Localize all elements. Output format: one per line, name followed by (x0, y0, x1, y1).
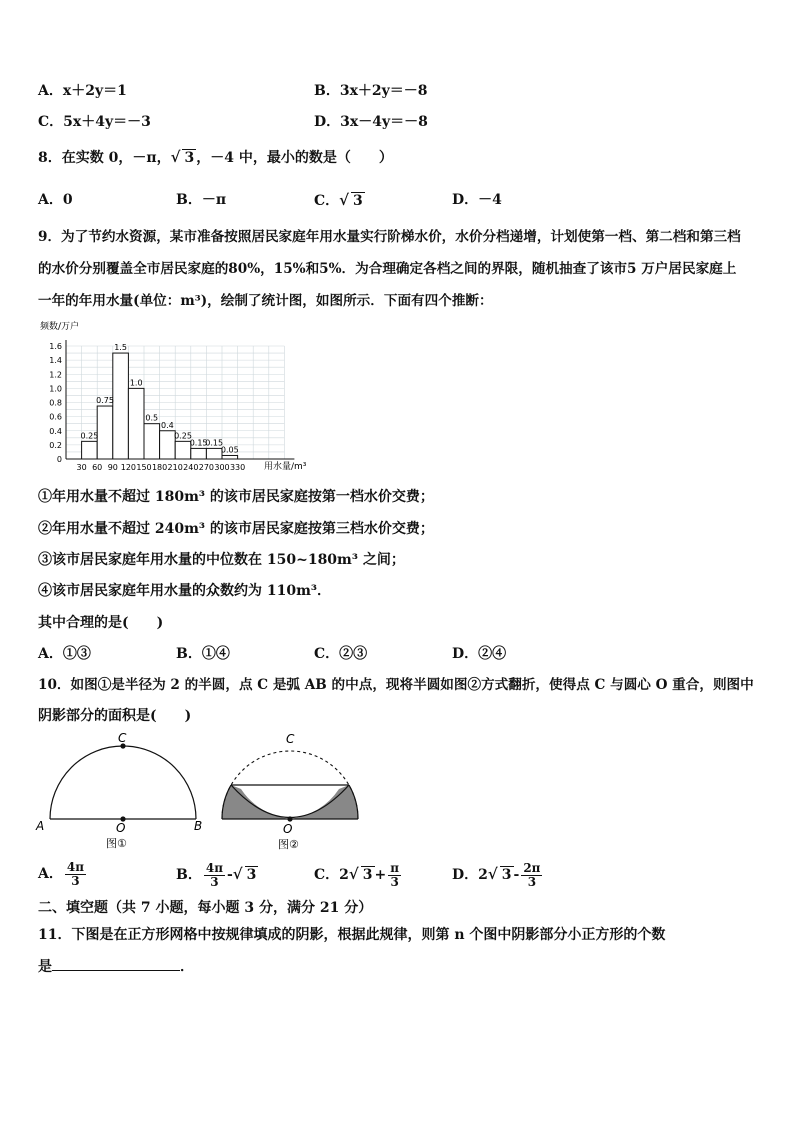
q9-statement-2: ②年用水量不超过 240m³ 的该市居民家庭按第三档水价交费； (38, 521, 434, 537)
y-tick-label: 1.4 (49, 356, 62, 366)
x-tick-label: 210 (167, 463, 183, 472)
y-tick-label: 0.2 (49, 440, 62, 450)
bar-value-label: 0.75 (96, 396, 114, 406)
q9-statement-4: ④该市居民家庭年用水量的众数约为 110m³． (38, 583, 332, 599)
histogram-bar (144, 424, 160, 459)
q9-statement-3: ③该市居民家庭年用水量的中位数在 150~180m³ 之间； (38, 552, 405, 568)
label-c: C (286, 732, 295, 746)
figure-2-caption: 图② (278, 838, 299, 851)
q9-line-2: 的水价分别覆盖全市居民家庭的80%，15%和5%．为合理确定各档之间的界限，随机抽查了该市5 万户居民家庭上 (38, 261, 737, 277)
shaded-region-right (290, 785, 358, 819)
q9-line-3: 一年的年用水量(单位：m³)，绘制了统计图，如图所示．下面有四个推断： (38, 293, 493, 309)
q7-option-b: B．3x＋2y＝－8 (314, 83, 428, 99)
q10-option-d: D．2√ 3 - $\frac{2\pi}{3}$ (452, 860, 541, 889)
q9-question: 其中合理的是( ) (38, 615, 164, 631)
q11-line-1: 11．下图是在正方形网格中按规律填成的阴影，根据此规律，则第 n 个图中阴影部分小正方形的个数 (38, 927, 666, 943)
y-tick-label: 0 (56, 455, 62, 464)
histogram-bar (191, 448, 207, 459)
bar-value-label: 0.05 (220, 445, 239, 455)
x-tick-label: 30 (76, 463, 87, 472)
y-tick-label: 1.0 (49, 384, 62, 394)
x-tick-label: 150 (136, 463, 152, 472)
q9-option-c: C．②③ (314, 646, 368, 662)
histogram-bar (206, 448, 222, 459)
x-tick-label: 240 (183, 463, 199, 472)
bar-value-label: 0.4 (161, 420, 174, 430)
y-tick-label: 1.2 (49, 370, 62, 380)
q7-option-d: D．3x－4y＝－8 (314, 114, 428, 130)
q11-line-2: 是 ． (38, 956, 194, 977)
histogram-bar (82, 441, 98, 459)
q10-line-2: 阴影部分的面积是( ) (38, 708, 192, 724)
histogram-bar (128, 388, 144, 459)
q8-stem: 8．在实数 0，－π，√ 3 ，－4 中，最小的数是（ ） (38, 148, 393, 166)
y-tick-label: 0.8 (49, 398, 62, 408)
x-tick-label: 270 (198, 463, 215, 472)
label-o: O (283, 822, 293, 836)
point-o (287, 816, 292, 821)
y-tick-label: 0.4 (49, 426, 62, 436)
answer-blank[interactable] (52, 956, 180, 971)
shaded-region-left (222, 785, 290, 819)
x-tick-label: 180 (151, 463, 168, 472)
x-tick-label: 90 (107, 463, 118, 472)
q9-line-1: 9．为了节约水资源，某市准备按照居民家庭年用水量实行阶梯水价，水价分档递增，计划使第一档、第二档和第三档 (38, 229, 741, 245)
q8-option-b: B．－π (176, 192, 227, 208)
bar-value-label: 0.15 (189, 438, 208, 448)
semicircle-figure-1 (34, 730, 214, 850)
arc-ab (50, 746, 196, 819)
label-b: B (194, 819, 203, 833)
histogram-bar (222, 455, 238, 459)
folded-semicircle-figure-2 (216, 730, 376, 852)
bar-value-label: 0.25 (174, 431, 192, 441)
q9-option-b: B．①④ (176, 646, 230, 662)
q8-option-d: D．－4 (452, 192, 502, 208)
bar-value-label: 0.15 (205, 438, 224, 448)
y-axis-label: 频数/万户 (40, 322, 80, 332)
q9-option-d: D．②④ (452, 646, 507, 662)
histogram-bar (175, 441, 191, 459)
q9-statement-1: ①年用水量不超过 180m³ 的该市居民家庭按第一档水价交费； (38, 489, 434, 505)
q8-option-c: C．√ 3 (314, 191, 363, 209)
q10-option-c: C．2√ 3 + $\frac{\pi}{3}$ (314, 860, 400, 889)
q7-option-c: C．5x＋4y＝－3 (38, 114, 151, 130)
histogram-bar (113, 353, 129, 459)
bar-value-label: 1.0 (129, 378, 143, 388)
histogram-bar (160, 431, 176, 459)
q10-option-a: A． $\frac{4\pi}{3}$ (38, 859, 85, 888)
x-tick-label: 300 (214, 463, 230, 472)
y-tick-label: 0.6 (49, 412, 62, 422)
bar-value-label: 0.25 (80, 431, 99, 441)
x-axis-label: 用水量/m³ (264, 462, 307, 472)
q10-line-1: 10．如图①是半径为 2 的半圆，点 C 是弧 AB 的中点，现将半圆如图②方式翻折，使得点 C 与圆心 O 重合，则图中 (38, 677, 754, 693)
q9-option-a: A．①③ (38, 646, 91, 662)
label-o: O (116, 821, 126, 835)
q7-option-a: A．x＋2y＝1 (38, 83, 127, 99)
q10-option-b: B． $\frac{4\pi}{3}$ -√ 3 (176, 860, 257, 889)
x-tick-label: 330 (229, 463, 246, 472)
histogram-bar (97, 406, 113, 459)
bar-value-label: 1.5 (114, 343, 127, 353)
label-c: C (118, 731, 127, 745)
x-tick-label: 120 (120, 463, 137, 472)
water-usage-histogram (36, 316, 326, 478)
bar-value-label: 0.5 (145, 413, 159, 423)
y-tick-label: 1.6 (49, 342, 62, 351)
q8-option-a: A．0 (38, 192, 73, 208)
x-tick-label: 60 (92, 463, 103, 472)
label-a: A (36, 819, 45, 833)
figure-1-caption: 图① (106, 837, 127, 850)
section-2-title: 二、填空题（共 7 小题，每小题 3 分，满分 21 分） (38, 900, 373, 916)
